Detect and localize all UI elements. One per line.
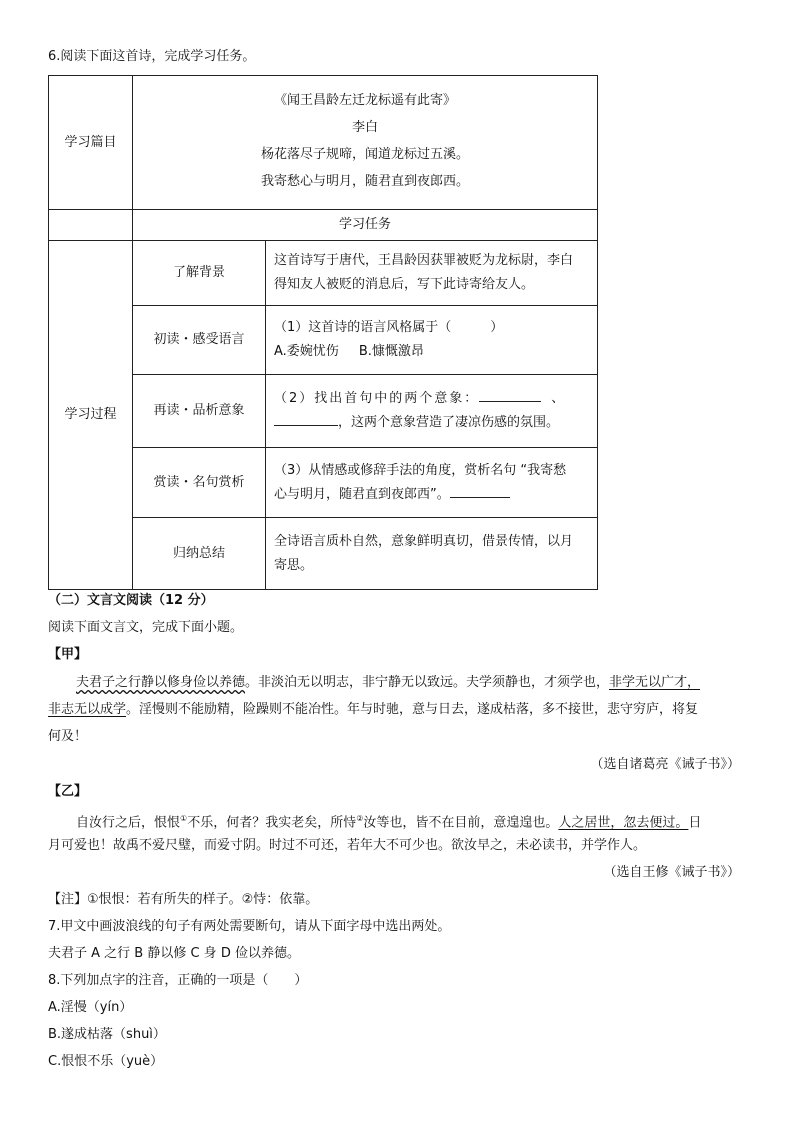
poem-line-2: 我寄愁心与明月，随君直到夜郎西。 [261, 173, 470, 189]
step-label: 了解背景 [133, 241, 266, 306]
row-label-study-text: 学习篇目 [49, 76, 133, 210]
step-label: 再读・品析意象 [133, 375, 266, 448]
underlined-sentence: 人之居世，忽去便过。 [558, 815, 689, 831]
section-instruction: 阅读下面文言文，完成下面小题。 [48, 620, 244, 635]
answer-blank[interactable] [274, 411, 338, 426]
annotation-note: 【注】①恨恨：若有所失的样子。②恃：依靠。 [48, 892, 319, 907]
passage-jia-line-1: 夫君子之行静以修身俭以养德。非淡泊无以明志，非宁静无以致远。夫学须静也，才须学也，非学无以广才， [76, 675, 701, 690]
passage-yi-line-1: 自汝行之后，恨恨①不乐，何者？我实老矣，所恃②汝等也，皆不在目前，意遑遑也。人之居世，忽去便过。日 [76, 814, 702, 831]
question-8-option-c[interactable]: C.恨恨不乐（yuè） [48, 1054, 164, 1069]
task-header: 学习任务 [133, 210, 598, 241]
question-8-option-a[interactable]: A.淫慢（yín） [48, 1000, 133, 1015]
question-7-sentence: 夫君子 A 之行 B 静以修 C 身 D 俭以养德。 [48, 946, 300, 961]
passage-jia-line-3: 何及！ [48, 729, 88, 744]
step-content-background: 这首诗写于唐代，王昌龄因获罪被贬为龙标尉，李白 得知友人被贬的消息后，写下此诗寄给友人。 [266, 241, 598, 306]
passage-yi-line-2: 月可爱也！故禹不爱尺璧，而爱寸阴。时过不可还，若年大不可少也。欲汝早之，未必读书，并学作人。 [48, 838, 647, 853]
underlined-sentence: 非志无以成学 [48, 702, 127, 717]
question-7-stem: 7.甲文中画波浪线的句子有两处需要断句，请从下面字母中选出两处。 [48, 919, 451, 934]
passage-jia-label: 【甲】 [48, 647, 88, 662]
passage-jia-source: （选自诸葛亮《诫子书》） [590, 757, 740, 772]
step-label: 初读・感受语言 [133, 306, 266, 375]
step-content-imagery: （2）找出首句中的两个意象： 、 ，这两个意象营造了凄凉伤感的氛围。 [266, 375, 598, 448]
learning-task-table [48, 75, 598, 590]
poem-author: 李白 [352, 119, 379, 135]
step-label: 赏读・名句赏析 [133, 448, 266, 518]
poem-cell [133, 76, 598, 210]
question-8-option-b[interactable]: B.遂成枯落（shuì） [48, 1027, 166, 1042]
underlined-sentence: 非学无以广才， [609, 675, 701, 690]
empty-cell [49, 210, 133, 241]
answer-blank[interactable] [450, 483, 510, 498]
step-content-appreciation: （3）从情感或修辞手法的角度，赏析名句 “我寄愁 心与明月，随君直到夜郎西”。 [266, 448, 598, 518]
row-label-process: 学习过程 [49, 241, 133, 590]
poem-line-1: 杨花落尽子规啼，闻道龙标过五溪。 [261, 146, 470, 162]
passage-yi-label: 【乙】 [48, 784, 88, 799]
poem-title: 《闻王昌龄左迁龙标遥有此寄》 [274, 92, 457, 108]
answer-blank[interactable] [479, 387, 541, 402]
question-6-stem: 6.阅读下面这首诗，完成学习任务。 [48, 49, 256, 64]
step-content-summary: 全诗语言质朴自然，意象鲜明真切，借景传情，以月 寄思。 [266, 518, 598, 590]
step-content-first-read: （1）这首诗的语言风格属于（ ） A.委婉忧伤 B.慷慨激昂 [266, 306, 598, 375]
question-8-stem: 8.下列加点字的注音，正确的一项是（ ） [48, 973, 308, 988]
step-label: 归纳总结 [133, 518, 266, 590]
passage-yi-source: （选自王修《诫子书》） [603, 865, 740, 880]
passage-jia-line-2: 非志无以成学。淫慢则不能励精，险躁则不能冶性。年与时驰，意与日去，遂成枯落，多不接世，悲守穷庐，将复 [48, 702, 699, 717]
section-heading: （二）文言文阅读（12 分） [48, 593, 214, 608]
wavy-underline-sentence: 夫君子之行静以修身俭以养德 [76, 675, 246, 690]
